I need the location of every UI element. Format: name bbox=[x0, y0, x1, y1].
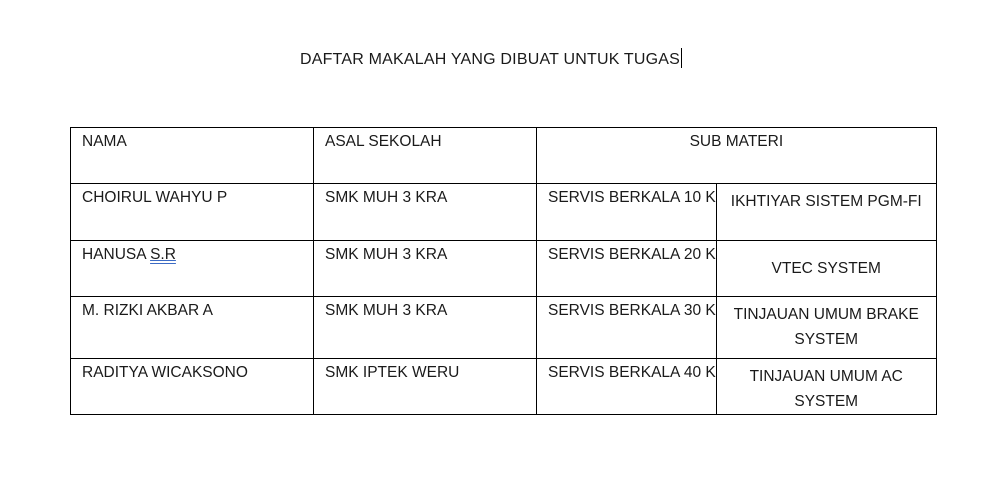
table-row bbox=[71, 241, 937, 297]
header-asal-sekolah[interactable]: ASAL SEKOLAH bbox=[314, 128, 537, 184]
cell-asal-sekolah[interactable]: SMK MUH 3 KRA bbox=[314, 241, 537, 297]
cell-materi[interactable]: IKHTIYAR SISTEM PGM-FI bbox=[716, 184, 936, 241]
cell-servis[interactable]: SERVIS BERKALA 20 K bbox=[537, 241, 717, 297]
cell-materi[interactable]: TINJAUAN UMUM BRAKE SYSTEM bbox=[716, 297, 936, 359]
table-row bbox=[71, 184, 937, 241]
cell-servis[interactable]: SERVIS BERKALA 30 K bbox=[537, 297, 717, 359]
cell-materi[interactable]: VTEC SYSTEM bbox=[716, 241, 936, 297]
cell-nama[interactable]: M. RIZKI AKBAR A bbox=[71, 297, 314, 359]
cell-nama[interactable]: RADITYA WICAKSONO bbox=[71, 359, 314, 415]
cell-materi[interactable]: TINJAUAN UMUM AC SYSTEM bbox=[716, 359, 936, 415]
header-sub-materi[interactable]: SUB MATERI bbox=[537, 128, 937, 184]
cell-servis[interactable]: SERVIS BERKALA 10 K bbox=[537, 184, 717, 241]
cell-nama[interactable] bbox=[71, 241, 314, 297]
cell-nama[interactable]: CHOIRUL WAHYU P bbox=[71, 184, 314, 241]
makalah-table bbox=[70, 127, 937, 415]
cell-nama-abbrev: S.R bbox=[150, 246, 176, 263]
table-row bbox=[71, 297, 937, 359]
header-row bbox=[71, 128, 937, 184]
document-title[interactable] bbox=[0, 48, 982, 69]
header-nama[interactable]: NAMA bbox=[71, 128, 314, 184]
cell-asal-sekolah[interactable]: SMK MUH 3 KRA bbox=[314, 297, 537, 359]
cell-asal-sekolah[interactable]: SMK IPTEK WERU bbox=[314, 359, 537, 415]
table-row bbox=[71, 359, 937, 415]
cell-nama-text: HANUSA bbox=[82, 246, 151, 263]
document-title-text: DAFTAR MAKALAH YANG DIBUAT UNTUK TUGAS bbox=[299, 51, 681, 68]
text-cursor bbox=[681, 48, 682, 68]
cell-asal-sekolah[interactable]: SMK MUH 3 KRA bbox=[314, 184, 537, 241]
cell-servis[interactable]: SERVIS BERKALA 40 K bbox=[537, 359, 717, 415]
